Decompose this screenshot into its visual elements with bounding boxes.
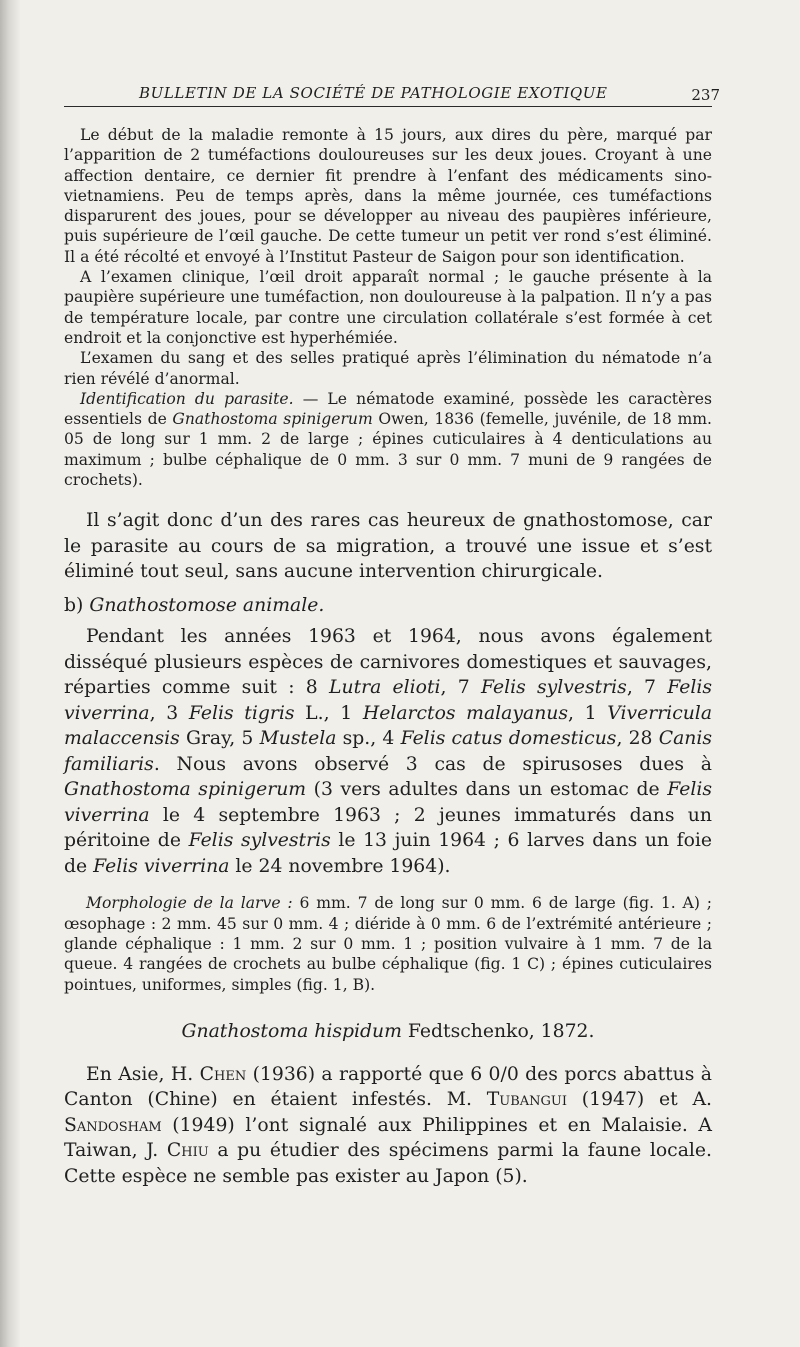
species-name: Canis familiaris bbox=[64, 728, 713, 775]
text-run: le 13 juin 1964 ; 6 larves dans un foie de bbox=[64, 830, 713, 877]
section-b-title: Gnathostomose animale. bbox=[89, 594, 325, 616]
text-run: a pu étudier des spécimens parmi la faune locale. Cette espèce ne semble pas exister au Japon (5). bbox=[64, 1140, 712, 1187]
author-name: Sandosham bbox=[64, 1114, 162, 1136]
species-name: Felis catus domesticus bbox=[400, 728, 617, 750]
text-run: le 24 novembre 1964). bbox=[229, 855, 451, 877]
species-name: Felis viverrina bbox=[64, 677, 713, 724]
text-run: Gray, 5 bbox=[179, 728, 260, 750]
species-heading-name: Gnathostoma hispidum bbox=[181, 1020, 402, 1042]
morphology-text: 6 mm. 7 de long sur 0 mm. 6 de large (fig. 1. A) ; œsophage : 2 mm. 45 sur 0 mm. 4 ; diéride à 0 mm. 6 de l’extrémité antérieure ; glande céphalique : 1 mm. 2 sur 0 mm. 1 ; position vulvaire à 1 mm. 7 de la queue. 4 rangées de crochets au bulbe céphalique (fig. 1 C) ; épines cuticulaires pointues, uniformes, simples (fig. 1, B). bbox=[64, 894, 712, 994]
species-heading-author: Fedtschenko, 1872. bbox=[401, 1020, 595, 1042]
species-name: Lutra elioti bbox=[329, 677, 441, 699]
paragraph-asia bbox=[64, 1062, 712, 1190]
paragraph-identification bbox=[64, 389, 712, 490]
binding-shadow bbox=[0, 0, 20, 1347]
author-name: Chen bbox=[199, 1063, 247, 1085]
species-heading bbox=[64, 1019, 712, 1044]
text-run: (1947) et A. bbox=[567, 1089, 712, 1111]
running-head bbox=[64, 80, 720, 107]
text-run: , 7 bbox=[440, 677, 481, 699]
page-number: 237 bbox=[691, 86, 720, 104]
species-name: Felis tigris bbox=[188, 702, 295, 724]
text-run: (3 vers adultes dans un estomac de bbox=[306, 779, 668, 801]
text-run: , 28 bbox=[616, 728, 659, 750]
text-run: sp., 4 bbox=[336, 728, 401, 750]
text-run: . Nous avons observé 3 cas de spirusoses dues à bbox=[153, 753, 712, 775]
species-name: Felis sylvestris bbox=[188, 830, 331, 852]
clinical-case-block bbox=[64, 125, 712, 490]
species-name: Helarctos malayanus bbox=[362, 702, 569, 724]
paragraph-conclusion: Il s’agit donc d’un des rares cas heureux de gnathostomose, car le parasite au cours de sa migration, a trouvé une issue et s’est éliminé tout seul, sans aucune intervention chirurgicale. bbox=[64, 510, 712, 583]
morphology-lead: Morphologie de la larve : bbox=[86, 894, 293, 913]
section-b-heading bbox=[64, 593, 712, 619]
identification-text-1: — Le nématode examiné, possède les caractères essentiels de bbox=[64, 389, 712, 429]
paragraph-blood-exam: L’examen du sang et des selles pratiqué après l’élimination du nématode n’a rien révélé d’anormal. bbox=[64, 349, 712, 388]
text-run: Pendant les années 1963 et 1964, nous avons également disséqué plusieurs espèces de carnivores domestiques et sauvages, réparties comme suit : 8 bbox=[64, 626, 712, 699]
paragraph-onset: Le début de la maladie remonte à 15 jours, aux dires du père, marqué par l’apparition de 2 tuméfactions douloureuses sur les deux joues. Croyant à une affection dentaire, ce dernier fit prendre à l’enfant des médicaments sino-vietnamiens. Peu de temps après, dans la même journée, ces tuméfactions disparurent des joues, pour se développer au niveau des paupières inférieure, puis supérieure de l’œil gauche. De cette tumeur un petit ver rond s’est éliminé. Il a été récolté et envoyé à l’Institut Pasteur de Saigon pour son identification. bbox=[64, 126, 712, 266]
species-name: Gnathostoma spinigerum bbox=[64, 779, 307, 801]
author-name: Tubangui bbox=[486, 1089, 568, 1111]
journal-title: BULLETIN DE LA SOCIÉTÉ DE PATHOLOGIE EXOTIQUE bbox=[139, 84, 608, 102]
text-run: (1936) a rapporté que 6 0/0 des porcs abattus à Canton (Chine) en étaient infestés. M. bbox=[64, 1063, 713, 1111]
page bbox=[64, 80, 720, 1189]
identification-species: Gnathostoma spinigerum bbox=[172, 410, 373, 429]
paragraph-animal-dissection bbox=[64, 624, 712, 879]
paragraph-larva-morphology bbox=[64, 893, 712, 994]
species-name: Mustela bbox=[259, 728, 337, 750]
text-run: (1949) l’ont signalé aux Philippines et en Malaisie. A Taiwan, J. bbox=[64, 1114, 712, 1162]
text-run: , 1 bbox=[568, 702, 608, 724]
text-run: L., 1 bbox=[294, 702, 363, 724]
section-b-label: b) bbox=[64, 594, 90, 616]
text-run: , 3 bbox=[149, 702, 189, 724]
text-run: , 7 bbox=[626, 677, 668, 699]
species-name: Viverricula malaccensis bbox=[64, 702, 713, 750]
identification-text-2: Owen, 1836 (femelle, juvénile, de 18 mm. 05 de long sur 1 mm. 2 de large ; épines cuticulaires à 4 denticulations au maximum ; bulbe céphalique de 0 mm. 3 sur 0 mm. 7 muni de 9 rangées de crochets). bbox=[64, 410, 712, 490]
paragraph-clinical-exam: A l’examen clinique, l’œil droit apparaît normal ; le gauche présente à la paupière supérieure une tuméfaction, non douloureuse à la palpation. Il n’y a pas de température locale, par contre une circulation collatérale s’est formée à cet endroit et la conjonctive est hyperhémiée. bbox=[64, 268, 712, 347]
text-run: En Asie, H. bbox=[86, 1063, 200, 1085]
identification-lead: Identification du parasite. bbox=[80, 389, 294, 408]
author-name: Chiu bbox=[166, 1140, 209, 1162]
species-name: Felis viverrina bbox=[93, 855, 230, 877]
text-run: le 4 septembre 1963 ; 2 jeunes immaturés dans un péritoine de bbox=[64, 804, 712, 852]
species-name: Felis viverrina bbox=[64, 779, 712, 826]
species-name: Felis sylvestris bbox=[480, 677, 627, 699]
